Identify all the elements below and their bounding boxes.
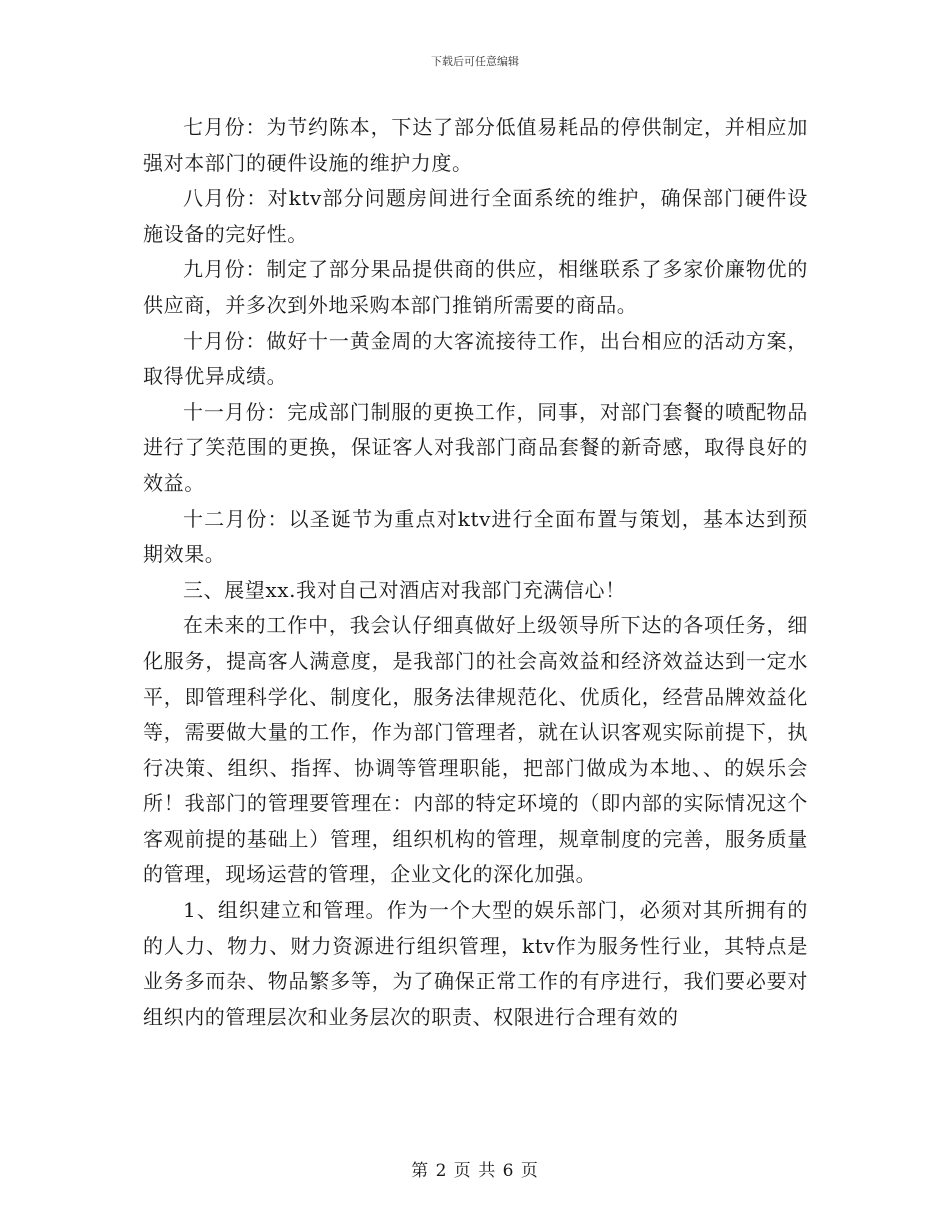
paragraph-december: 十二月份：以圣诞节为重点对ktv进行全面布置与策划，基本达到预期效果。	[143, 506, 808, 567]
section-heading-outlook: 三、展望xx.我对自己对酒店对我部门充满信心！	[183, 577, 626, 602]
paragraph-october: 十月份：做好十一黄金周的大客流接待工作，出台相应的活动方案，取得优异成绩。	[143, 328, 808, 389]
document-body	[143, 110, 808, 1035]
page-number-footer: 第 2 页 共 6 页	[411, 1161, 539, 1181]
paragraph-july: 七月份：为节约陈本，下达了部分低值易耗品的停供制定，并相应加强对本部门的硬件设施的维护力度。	[143, 115, 808, 175]
paragraph-november: 十一月份：完成部门制服的更换工作，同事，对部门套餐的喷配物品进行了笑范围的更换，保证客人对我部门商品套餐的新奇感，取得良好的效益。	[143, 399, 808, 495]
paragraph-august: 八月份：对ktv部分问题房间进行全面系统的维护，确保部门硬件设施设备的完好性。	[143, 186, 808, 246]
page-header-note: 下载后可任意编辑	[431, 55, 519, 68]
paragraph-organization: 1、组织建立和管理。作为一个大型的娱乐部门，必须对其所拥有的的人力、物力、财力资源进行组织管理，ktv作为服务性行业，其特点是业务多而杂、物品繁多等，为了确保正常工作的有序进行，我们要必要对组织内的管理层次和业务层次的职责、权限进行合理有效的	[143, 898, 808, 1029]
paragraph-september: 九月份：制定了部分果品提供商的供应，相继联系了多家价廉物优的供应商，并多次到外地采购本部门推销所需要的商品。	[143, 257, 808, 317]
paragraph-future-work: 在未来的工作中，我会认仔细真做好上级领导所下达的各项任务，细化服务，提高客人满意度，是我部门的社会高效益和经济效益达到一定水平，即管理科学化、制度化，服务法律规范化、优质化，经营品牌效益化等，需要做大量的工作，作为部门管理者，就在认识客观实际前提下，执行决策、组织、指挥、协调等管理职能，把部门做成为本地、、的娱乐会所！我部门的管理要管理在：内部的特定环境的（即内部的实际情况这个客观前提的基础上）管理，组织机构的管理，规章制度的完善，服务质量的管理，现场运营的管理，企业文化的深化加强。	[143, 613, 808, 887]
